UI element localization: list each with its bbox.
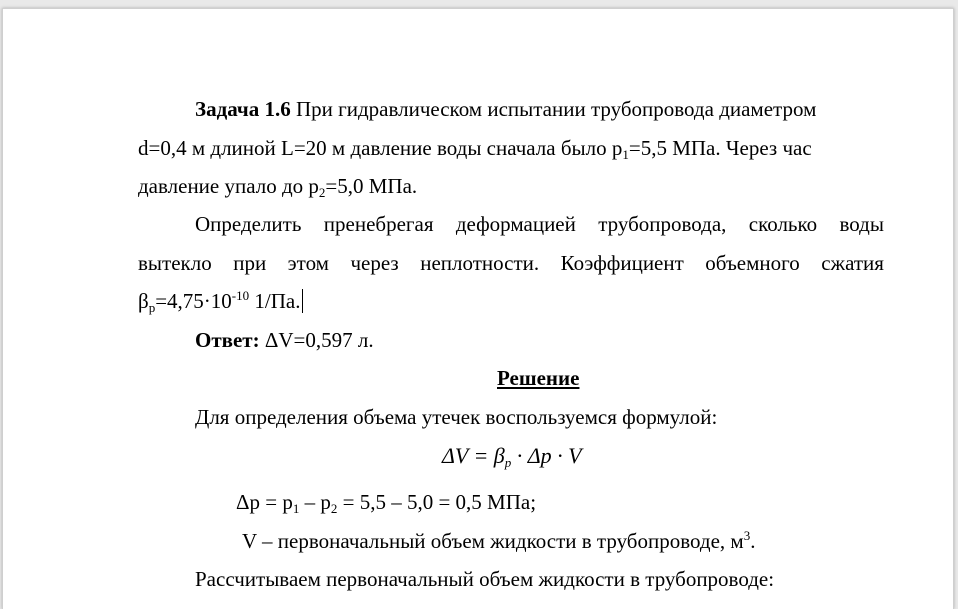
coefficient-value: =4,75·10 — [155, 289, 232, 313]
exponent: -10 — [231, 288, 250, 303]
task-text-2: d=0,4 м длиной L=20 м давление воды сначала было p — [138, 136, 623, 160]
task-text-2-tail: =5,5 МПа. Через час — [628, 136, 812, 160]
answer-line — [195, 328, 374, 352]
formula — [442, 444, 582, 468]
beta-symbol: β — [138, 289, 149, 313]
word: пренебрегая — [323, 212, 434, 236]
word: при — [233, 251, 267, 275]
subscript: p — [504, 455, 512, 470]
solution-intro: Для определения объема утечек воспользуемся формулой: — [195, 405, 718, 429]
word: воды — [839, 212, 884, 236]
subscript: 1 — [292, 501, 300, 516]
last-line: Рассчитываем первоначальный объем жидкости в трубопроводе: — [195, 567, 775, 591]
formula-right: · Δp · V — [511, 443, 582, 468]
word: этом — [287, 251, 329, 275]
word: вытекло — [138, 251, 212, 275]
subscript: р — [148, 300, 156, 315]
exponent: 3 — [743, 528, 751, 543]
coefficient-unit: 1/Па. — [249, 289, 301, 313]
word: сколько — [748, 212, 818, 236]
v-line — [242, 529, 755, 553]
task-text-1: При гидравлическом испытании трубопровода диаметром — [295, 97, 817, 121]
v-text: . — [750, 529, 756, 553]
word: Коэффициент — [560, 251, 684, 275]
task-line-6 — [138, 289, 303, 313]
subscript: 2 — [318, 185, 326, 200]
task-line-3 — [138, 174, 417, 198]
task-text-3: давление упало до p — [138, 174, 319, 198]
task-line-1 — [195, 97, 816, 121]
word: через — [350, 251, 399, 275]
dp-text: Δp = p — [236, 490, 293, 514]
dp-line — [236, 490, 536, 514]
word: сжатия — [821, 251, 884, 275]
word: деформацией — [455, 212, 576, 236]
subscript: 1 — [622, 147, 629, 162]
word: объемного — [705, 251, 800, 275]
task-line-4 — [195, 212, 884, 236]
v-text: V – первоначальный объем жидкости в трубопроводе, м — [242, 529, 744, 553]
dp-text: = 5,5 – 5,0 = 0,5 МПа; — [337, 490, 537, 514]
task-line-2 — [138, 136, 812, 160]
answer-value: ΔV=0,597 л. — [259, 328, 374, 352]
task-text-3-tail: =5,0 МПа. — [325, 174, 418, 198]
word: Определить — [195, 212, 302, 236]
subscript: 2 — [330, 501, 338, 516]
dp-text: – p — [299, 490, 331, 514]
formula-left: ΔV = β — [442, 443, 505, 468]
word: неплотности. — [420, 251, 540, 275]
task-title: Задача 1.6 — [195, 97, 291, 121]
answer-label: Ответ: — [195, 328, 260, 352]
solution-heading: Решение — [497, 366, 580, 390]
word: трубопровода, — [598, 212, 727, 236]
task-line-5 — [138, 251, 884, 275]
text-cursor — [302, 289, 303, 313]
